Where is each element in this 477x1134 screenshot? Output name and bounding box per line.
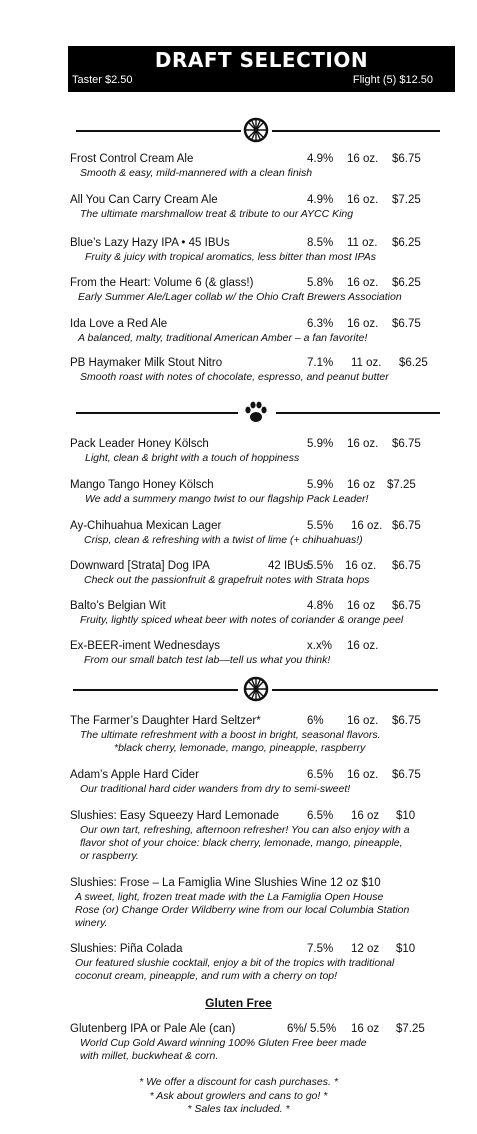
menu-item-desc: Our own tart, refreshing, afternoon refresher! You can also enjoy with a	[80, 824, 410, 836]
menu-item-size: 16 oz.	[347, 153, 379, 165]
menu-item-desc: flavor shot of your choice: black cherry, lemonade, mango, pineapple,	[80, 837, 403, 849]
menu-item-name: Blue’s Lazy Hazy IPA • 45 IBUs	[70, 237, 230, 249]
menu-item-name: Ex-BEER-iment Wednesdays	[70, 640, 220, 652]
menu-item-abv: x.x%	[307, 640, 332, 652]
menu-item-name: Downward [Strata] Dog IPA	[70, 560, 210, 572]
divider-right	[276, 412, 440, 414]
menu-item-abv: 5.5%	[307, 520, 334, 532]
menu-item-desc: Check out the passionfruit & grapefruit notes with Strata hops	[84, 574, 370, 586]
menu-item-abv: 6.5%	[307, 810, 334, 822]
menu-item-size: 16 oz.	[347, 715, 379, 727]
taster-price: Taster $2.50	[72, 74, 133, 86]
menu-item-name: All You Can Carry Cream Ale	[70, 194, 218, 206]
menu-item-size: 16 oz	[351, 1023, 380, 1035]
menu-item-price: $6.75	[392, 318, 421, 330]
flight-price: Flight (5) $12.50	[352, 74, 433, 86]
menu-item-price: $7.25	[392, 194, 421, 206]
menu-item-price: $7.25	[387, 479, 416, 491]
menu-item-desc: From our small batch test lab—tell us what you think!	[84, 654, 331, 666]
menu-item-desc: winery.	[75, 917, 108, 929]
menu-item-name: Pack Leader Honey Kölsch	[70, 438, 209, 450]
menu-item-abv: 8.5%	[307, 237, 334, 249]
footer-note: * Ask about growlers and cans to go! *	[149, 1090, 328, 1102]
menu-item-abv: 7.1%	[307, 357, 334, 369]
divider-left	[76, 412, 238, 414]
menu-item-size: 12 oz	[351, 943, 380, 955]
menu-item-size: 16 oz	[347, 600, 376, 612]
menu-item-desc: Crisp, clean & refreshing with a twist of lime (+ chihuahuas!)	[84, 534, 363, 546]
wagon-wheel-icon	[243, 117, 269, 143]
menu-item-desc: Fruity, lightly spiced wheat beer with notes of coriander & orange peel	[80, 614, 404, 626]
menu-item-price: $6.25	[399, 357, 428, 369]
menu-item-abv: 5.9%	[307, 438, 334, 450]
footer-note: * Sales tax included. *	[187, 1103, 290, 1115]
gluten-free-heading: Gluten Free	[205, 996, 272, 1010]
paw-print-icon	[243, 399, 269, 425]
menu-item-price: $7.25	[396, 1023, 425, 1035]
menu-item-desc: *black cherry, lemonade, mango, pineapple, raspberry	[114, 742, 366, 754]
menu-item-name: Mango Tango Honey Kölsch	[70, 479, 214, 491]
menu-item-abv: 5.9%	[307, 479, 334, 491]
menu-item-price: $10	[396, 943, 416, 955]
menu-item-price: $6.75	[392, 153, 421, 165]
menu-item-name: PB Haymaker Milk Stout Nitro	[70, 357, 223, 369]
menu-item-desc: with millet, buckwheat & corn.	[80, 1050, 219, 1062]
menu-item-line: Slushies: Frose – La Famiglia Wine Slushies Wine 12 oz $10	[70, 877, 381, 889]
menu-item-desc: or raspberry.	[80, 850, 139, 862]
menu-item-abv: 4.9%	[307, 194, 334, 206]
divider-left	[73, 689, 238, 691]
menu-item-size: 16 oz.	[347, 318, 379, 330]
menu-item-abv: 4.8%	[307, 600, 334, 612]
menu-item-name: Slushies: Easy Squeezy Hard Lemonade	[70, 810, 280, 822]
menu-item-size: 16 oz.	[347, 438, 379, 450]
menu-item-desc: Our traditional hard cider wanders from dry to semi-sweet!	[80, 783, 351, 795]
menu-item-desc: Smooth & easy, mild-mannered with a clean finish	[80, 167, 313, 179]
menu-item-name: Ida Love a Red Ale	[70, 318, 168, 330]
menu-item-price: $6.75	[392, 715, 421, 727]
menu-item-name: From the Heart: Volume 6 (& glass!)	[70, 277, 254, 289]
menu-item-size: 16 oz	[347, 479, 376, 491]
menu-item-abv: 5.8%	[307, 277, 334, 289]
menu-item-name: Adam’s Apple Hard Cider	[70, 769, 199, 781]
menu-item-desc: The ultimate refreshment with a boost in bright, seasonal flavors.	[80, 729, 381, 741]
menu-item-desc: Early Summer Ale/Lager collab w/ the Ohio Craft Brewers Association	[78, 291, 402, 303]
menu-item-price: $6.75	[392, 600, 421, 612]
menu-item-desc: Fruity & juicy with tropical aromatics, less bitter than most IPAs	[85, 251, 376, 263]
menu-item-size: 16 oz.	[347, 194, 379, 206]
menu-item-desc: Rose (or) Change Order Wildberry wine from our local Columbia Station	[75, 904, 410, 916]
menu-item-desc: Light, clean & bright with a touch of hoppiness	[85, 452, 300, 464]
divider-right	[272, 130, 440, 132]
menu-item-price: $6.75	[392, 560, 421, 572]
menu-item-name: Slushies: Piña Colada	[70, 943, 183, 955]
menu-item-size: 16 oz.	[351, 520, 383, 532]
menu-item-abv: 6.5%	[307, 769, 334, 781]
menu-item-name: Ay-Chihuahua Mexican Lager	[70, 520, 222, 532]
menu-item-name: Glutenberg IPA or Pale Ale (can)	[70, 1023, 236, 1035]
menu-item-price: $6.75	[392, 520, 421, 532]
menu-item-abv: 5.5%	[307, 560, 334, 572]
menu-item-abv: 4.9%	[307, 153, 334, 165]
menu-item-desc: World Cup Gold Award winning 100% Gluten Free beer made	[80, 1037, 367, 1049]
menu-item-abv: 6%/ 5.5%	[287, 1023, 337, 1035]
menu-item-desc: Our featured slushie cocktail, enjoy a bit of the tropics with traditional	[75, 957, 395, 969]
menu-item-abv: 6%	[307, 715, 324, 727]
footer-note: * We offer a discount for cash purchases. *	[139, 1076, 338, 1088]
menu-item-desc: Smooth roast with notes of chocolate, espresso, and peanut butter	[80, 371, 389, 383]
menu-item-size: 16 oz.	[347, 769, 379, 781]
menu-item-abv: 7.5%	[307, 943, 334, 955]
wagon-wheel-icon	[243, 676, 269, 702]
menu-item-price: $6.75	[392, 438, 421, 450]
menu-item-abv: 6.3%	[307, 318, 334, 330]
menu-item-price: $6.25	[392, 237, 421, 249]
menu-item-price: $10	[396, 810, 416, 822]
menu-item-name: The Farmer’s Daughter Hard Seltzer*	[70, 715, 261, 727]
menu-item-price: $6.75	[392, 769, 421, 781]
menu-item-desc: We add a summery mango twist to our flagship Pack Leader!	[85, 493, 369, 505]
menu-item-desc: coconut cream, pineapple, and rum with a cherry on top!	[75, 970, 338, 982]
menu-item-size: 11 oz.	[351, 357, 382, 369]
menu-item-ibu: 42 IBUs	[268, 560, 309, 572]
menu-item-price: $6.25	[392, 277, 421, 289]
menu-item-desc: A balanced, malty, traditional American Amber – a fan favorite!	[78, 332, 368, 344]
header-banner	[68, 46, 455, 92]
menu-item-name: Frost Control Cream Ale	[70, 153, 194, 165]
menu-item-desc: A sweet, light, frozen treat made with the La Famiglia Open House	[75, 891, 384, 903]
menu-item-size: 16 oz.	[345, 560, 377, 572]
menu-item-size: 11 oz.	[347, 237, 378, 249]
menu-item-size: 16 oz.	[347, 277, 379, 289]
page-title: DRAFT SELECTION	[154, 48, 369, 72]
menu-item-desc: The ultimate marshmallow treat & tribute to our AYCC King	[80, 208, 354, 220]
menu-item-name: Balto’s Belgian Wit	[70, 600, 166, 612]
divider-left	[76, 130, 241, 132]
menu-item-size: 16 oz.	[347, 640, 379, 652]
divider-right	[272, 689, 438, 691]
menu-item-size: 16 oz	[351, 810, 380, 822]
